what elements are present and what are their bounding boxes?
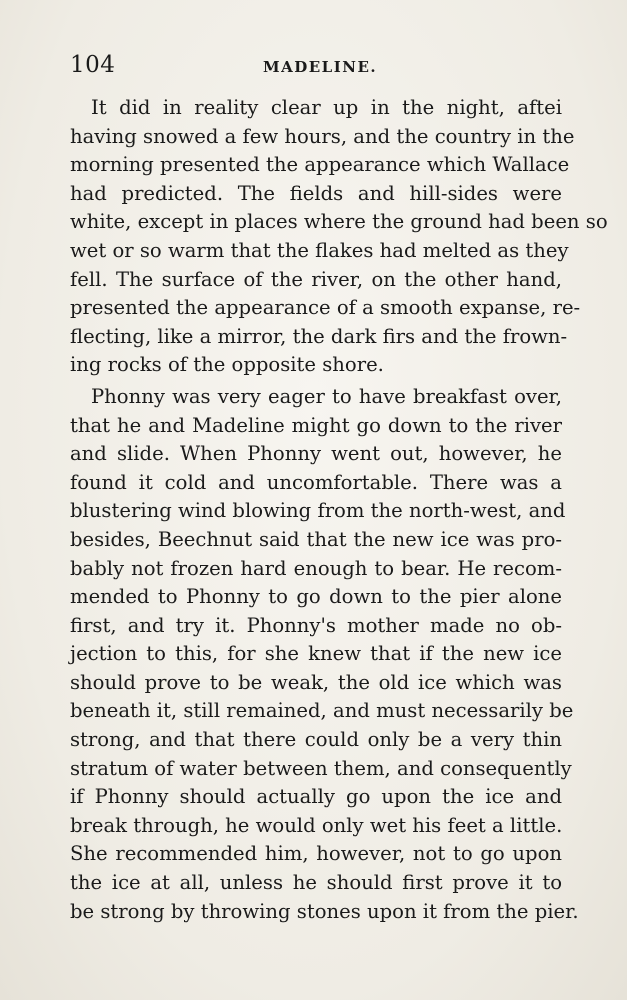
- running-title: MADELINE.: [263, 58, 378, 76]
- text-line: be strong by throwing stones upon it from the pier.: [70, 899, 579, 923]
- text-line: that he and Madeline might go down to the river: [70, 413, 562, 437]
- text-line: presented the appearance of a smooth expanse, re-: [70, 296, 581, 320]
- text-line: if Phonny should actually go upon the ice and: [70, 785, 562, 809]
- text-line: fell. The surface of the river, on the other hand,: [70, 267, 562, 291]
- text-line: beneath it, still remained, and must necessarily be: [70, 699, 574, 723]
- text-line: stratum of water between them, and consequently: [70, 756, 572, 780]
- text-line: should prove to be weak, the old ice which was: [70, 670, 562, 694]
- text-line: the ice at all, unless he should first prove it to: [70, 871, 562, 895]
- text-line: found it cold and uncomfortable. There was a: [70, 470, 562, 494]
- text-line: besides, Beechnut said that the new ice was pro-: [70, 527, 562, 551]
- text-line: strong, and that there could only be a very thin: [70, 728, 562, 752]
- text-line: bably not frozen hard enough to bear. He recom-: [70, 556, 562, 580]
- text-line: She recommended him, however, not to go upon: [70, 842, 562, 866]
- text-line: mended to Phonny to go down to the pier alone: [70, 585, 562, 609]
- text-line: morning presented the appearance which Wallace: [70, 153, 570, 177]
- text-line: having snowed a few hours, and the country in the: [70, 124, 575, 148]
- page-number: 104: [70, 52, 116, 78]
- text-line: break through, he would only wet his feet a little.: [70, 813, 563, 837]
- text-line: blustering wind blowing from the north-west, and: [70, 499, 566, 523]
- text-line: jection to this, for she knew that if the new ice: [70, 642, 562, 666]
- text-line: Phonny was very eager to have breakfast over,: [91, 384, 562, 408]
- text-line: It did in reality clear up in the night, aftei: [91, 96, 562, 119]
- page-header: [70, 52, 562, 82]
- text-line: wet or so warm that the flakes had melted as they: [70, 238, 569, 262]
- text-line: first, and try it. Phonny's mother made no ob-: [70, 613, 562, 637]
- body-text: [70, 94, 608, 926]
- text-line: ing rocks of the opposite shore.: [70, 353, 384, 377]
- text-line: white, except in places where the ground had been so: [70, 210, 608, 234]
- text-line: flecting, like a mirror, the dark firs and the frown-: [70, 324, 568, 348]
- text-line: had predicted. The fields and hill-sides were: [70, 181, 562, 205]
- text-line: and slide. When Phonny went out, however, he: [70, 442, 562, 466]
